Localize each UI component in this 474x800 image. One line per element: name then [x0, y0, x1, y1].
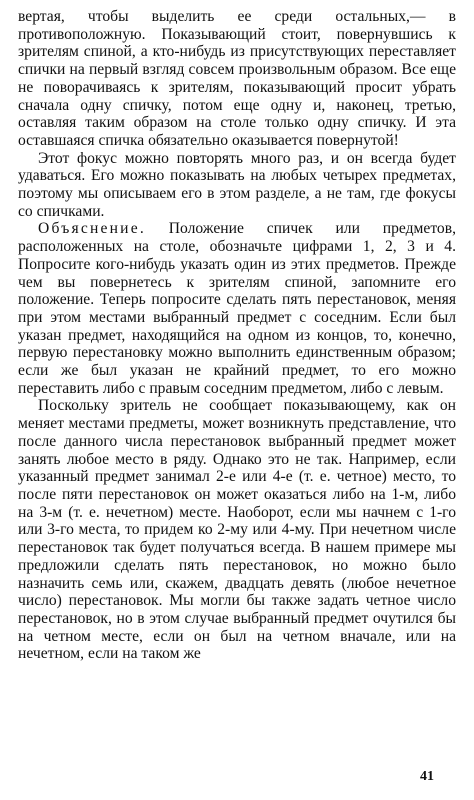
paragraph-3	[18, 220, 456, 397]
paragraph-2-text: Этот фокус можно повторять много раз, и он всегда будет удаваться. Его можно показывать на любых четырех предметах, поэтому мы описываем его в этом разделе, а не там, где фокусы со спичками.	[18, 149, 456, 220]
paragraph-4-text: Поскольку зритель не сообщает показывающему, как он меняет местами предметы, может возникнуть представление, что после данного числа перестановок выбранный предмет может занять любое место в ряду. Однако это не так. Например, если указанный предмет занимал 2-е или 4-е (т. е. четное) место, то после пяти перестановок он может оказаться либо на 1-м, либо на 3-м (т. е. нечетном) месте. Наоборот, если мы начнем с 1-го или 3-го места, то придем ко 2-му или 4-му. При нечетном числе перестановок так будет получаться всегда. В нашем примере мы предложили сделать пять перестановок, но можно было назначить семь или, скажем, двадцать девять (любое нечетное число) перестановок. Мы могли бы также задать четное число перестановок, но в этом случае выбранный предмет очутился бы на четном месте, если он был на четном вначале, или на нечетном, если на таком же	[18, 397, 456, 663]
page-number: 41	[420, 769, 434, 784]
paragraph-1	[18, 8, 456, 150]
paragraph-3-text: Положение спичек или предметов, расположенных на столе, обозначьте цифрами 1, 2, 3 и 4. Попросите кого-нибудь указать один из этих предметов. Прежде чем вы повернетесь к зрителям спиной, запомните его положение. Теперь попросите сделать пять перестановок, меняя при этом местами выбранный предмет с соседним. Если был указан предмет, находящийся на одном из концов, то, конечно, первую перестановку можно выполнить единственным образом; если же был указан не крайний предмет, то его можно переставить либо с правым соседним предметом, либо с левым.	[18, 220, 456, 397]
paragraph-1-text: вертая, чтобы выделить ее среди остальных,— в противоположную. Показывающий стоит, повернувшись к зрителям спиной, а кто-нибудь из присутствующих переставляет спички на первый взгляд совсем произвольным образом. Все еще не поворачиваясь к зрителям, показывающий просит убрать сначала одну спичку, потом еще одну и, наконец, третью, оставляя таким образом на столе только одну спичку. И эта оставшаяся спичка обязательно оказывается повернутой!	[18, 8, 456, 149]
paragraph-2	[18, 150, 456, 221]
paragraph-4	[18, 397, 456, 663]
page-body-text	[18, 8, 456, 663]
book-page	[18, 8, 456, 792]
paragraph-3-lead: Объяснение.	[38, 220, 146, 238]
